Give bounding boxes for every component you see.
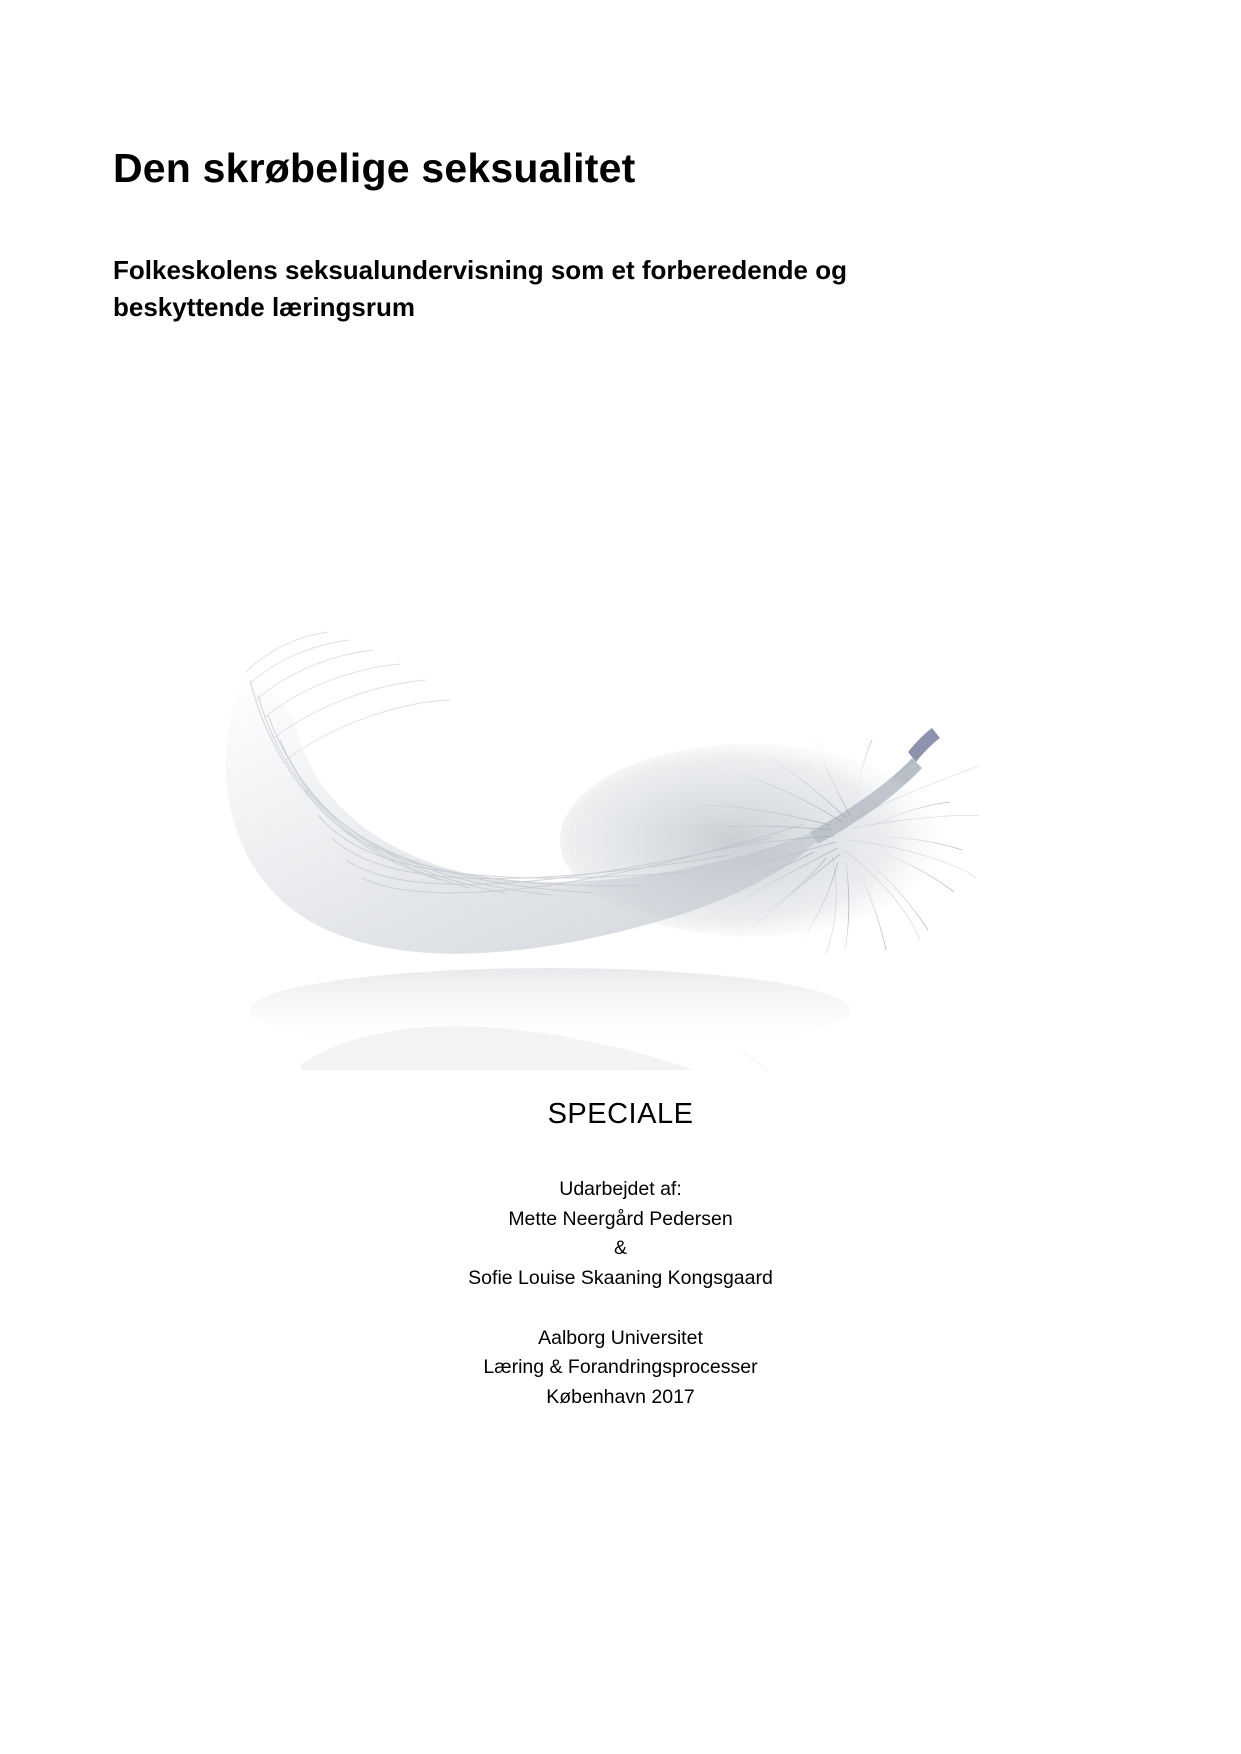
- cover-image: [150, 610, 980, 1070]
- credits-block: [0, 1098, 1241, 1412]
- prepared-by-label: Udarbejdet af:: [559, 1178, 682, 1200]
- author-separator: &: [613, 1237, 627, 1260]
- page-title: Den skrøbelige seksualitet: [113, 145, 636, 191]
- credits-spacer: [0, 1294, 1241, 1324]
- feather-quill-tip: [908, 728, 940, 762]
- institution: Aalborg Universitet: [538, 1326, 703, 1349]
- title-block: [113, 145, 1013, 326]
- feather-icon: [150, 610, 980, 1070]
- author-two: Sofie Louise Skaaning Kongsgaard: [468, 1266, 773, 1289]
- place-year: København 2017: [546, 1385, 695, 1408]
- document-type-label: SPECIALE: [547, 1098, 694, 1130]
- programme: Læring & Forandringsprocesser: [483, 1356, 758, 1379]
- page-subtitle: Folkeskolens seksualundervisning som et forberedende og beskyttende læringsrum: [113, 255, 847, 323]
- author-one: Mette Neergård Pedersen: [508, 1207, 733, 1230]
